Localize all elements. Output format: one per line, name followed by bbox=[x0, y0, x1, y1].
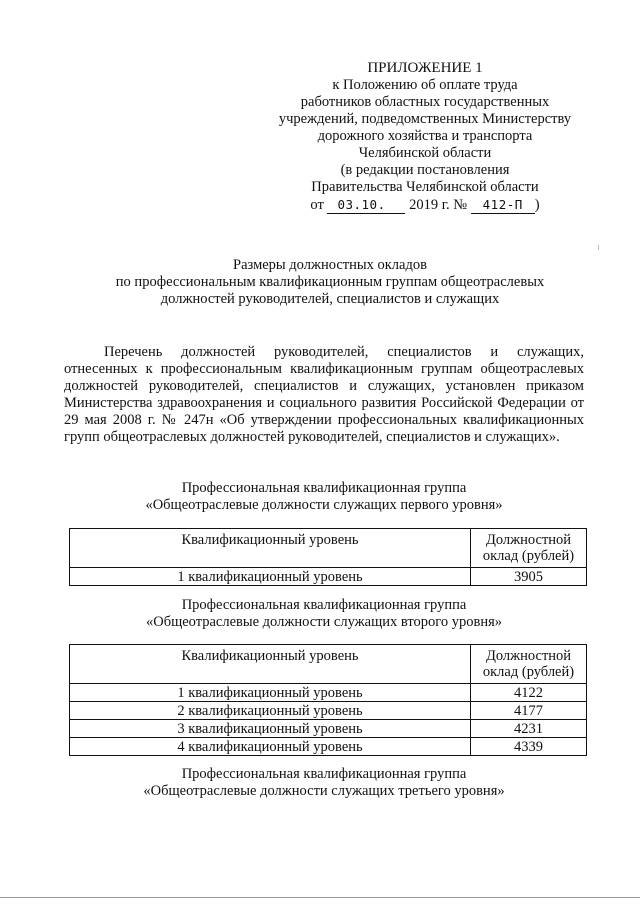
appendix-line: работников областных государственных bbox=[300, 94, 550, 110]
level-cell: 1 квалификационный уровень bbox=[70, 684, 471, 702]
intro-paragraph: Перечень должностей руководителей, специалистов и служащих, отнесенных к профессиональным квалификационным группам общеотраслевых должностей руководителей, специалистов и служащих, установлен приказом Министерства здравоохранения и социального развития Российской Федерации от 29 мая 2008 г. № 247н «Об утверждении профессиональных квалификационных групп общеотраслевых должностей руководителей, специалистов и служащих». bbox=[64, 344, 584, 445]
appendix-line: дорожного хозяйства и транспорта bbox=[317, 128, 533, 144]
col-salary-header: Должностной оклад (рублей) bbox=[471, 645, 587, 684]
level-cell: 4 квалификационный уровень bbox=[70, 738, 471, 756]
date-prefix: от bbox=[310, 197, 324, 213]
level-cell: 3 квалификационный уровень bbox=[70, 720, 471, 738]
title-line-2: по профессиональным квалификационным группам общеотраслевых bbox=[115, 274, 545, 290]
salary-cell: 4231 bbox=[471, 720, 587, 738]
group-heading-line-1: Профессиональная квалификационная группа bbox=[181, 597, 467, 613]
group-1-heading bbox=[64, 480, 584, 514]
date-value: 03.10. bbox=[327, 196, 405, 214]
salary-cell: 4177 bbox=[471, 702, 587, 720]
group-2-heading bbox=[64, 597, 584, 631]
group-heading-line-1: Профессиональная квалификационная группа bbox=[181, 480, 467, 496]
scan-speck bbox=[598, 245, 599, 250]
salary-cell: 3905 bbox=[471, 568, 587, 586]
group-heading-line-2: «Общеотраслевые должности служащих первого уровня» bbox=[145, 497, 503, 513]
title-line-3: должностей руководителей, специалистов и служащих bbox=[160, 291, 500, 307]
appendix-line: (в редакции постановления bbox=[340, 162, 510, 178]
appendix-line: Челябинской области bbox=[358, 145, 492, 161]
table-row bbox=[70, 738, 587, 756]
appendix-heading: ПРИЛОЖЕНИЕ 1 bbox=[367, 60, 483, 76]
year-text: 2019 г. № bbox=[409, 197, 468, 213]
table-header-row bbox=[70, 529, 587, 568]
salary-cell: 4122 bbox=[471, 684, 587, 702]
table-row bbox=[70, 684, 587, 702]
table-row bbox=[70, 720, 587, 738]
page-bottom-edge bbox=[0, 897, 640, 898]
table-row bbox=[70, 702, 587, 720]
group-heading-line-1: Профессиональная квалификационная группа bbox=[181, 766, 467, 782]
col-salary-header: Должностной оклад (рублей) bbox=[471, 529, 587, 568]
group-2-table bbox=[69, 644, 587, 756]
appendix-line: к Положению об оплате труда bbox=[332, 77, 518, 93]
closing-paren: ) bbox=[534, 197, 540, 213]
group-heading-line-2: «Общеотраслевые должности служащих второго уровня» bbox=[145, 614, 503, 630]
group-3-heading bbox=[64, 766, 584, 800]
resolution-date-line bbox=[255, 196, 595, 214]
title-line-1: Размеры должностных окладов bbox=[233, 257, 427, 273]
col-level-header: Квалификационный уровень bbox=[70, 645, 471, 684]
table-row bbox=[70, 568, 587, 586]
resolution-number: 412-П bbox=[471, 196, 535, 214]
salary-cell: 4339 bbox=[471, 738, 587, 756]
table-header-row bbox=[70, 645, 587, 684]
appendix-line: учреждений, подведомственных Министерству bbox=[278, 111, 572, 127]
level-cell: 1 квалификационный уровень bbox=[70, 568, 471, 586]
group-1-table bbox=[69, 528, 587, 586]
col-level-header: Квалификационный уровень bbox=[70, 529, 471, 568]
appendix-header bbox=[255, 60, 595, 214]
level-cell: 2 квалификационный уровень bbox=[70, 702, 471, 720]
document-title bbox=[80, 257, 580, 308]
appendix-line: Правительства Челябинской области bbox=[311, 179, 539, 195]
group-heading-line-2: «Общеотраслевые должности служащих третьего уровня» bbox=[143, 783, 505, 799]
